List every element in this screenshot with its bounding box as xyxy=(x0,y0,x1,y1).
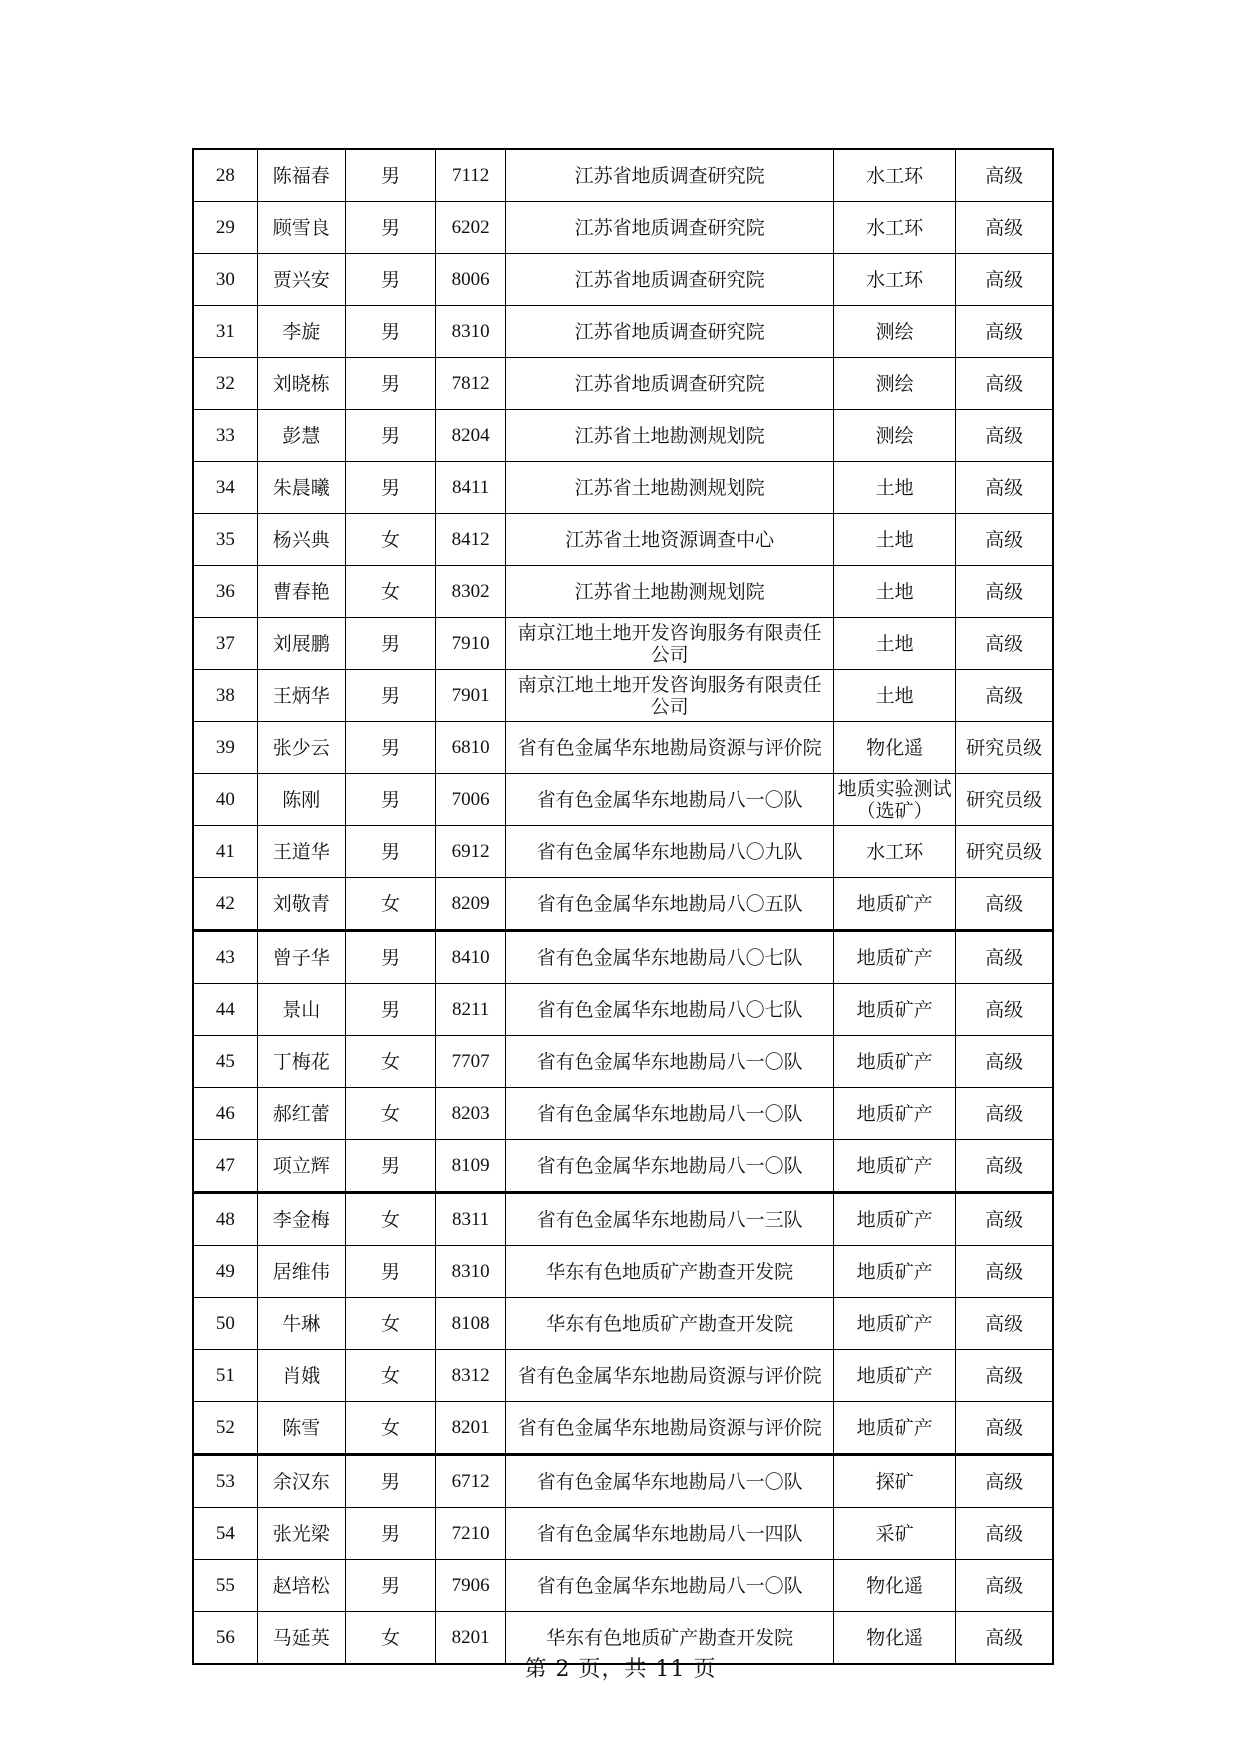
cell-name: 张光梁 xyxy=(257,1508,345,1560)
table-row xyxy=(193,826,1053,878)
cell-row-number: 55 xyxy=(193,1560,257,1612)
cell-gender: 男 xyxy=(345,410,435,462)
cell-name: 居维伟 xyxy=(257,1246,345,1298)
cell-birth-date: 7910 xyxy=(436,618,506,670)
cell-gender: 男 xyxy=(345,254,435,306)
cell-birth-date: 8211 xyxy=(436,984,506,1036)
cell-birth-date: 8201 xyxy=(436,1402,506,1455)
cell-specialty: 土地 xyxy=(833,462,955,514)
cell-specialty: 物化遥 xyxy=(833,1560,955,1612)
cell-birth-date: 7006 xyxy=(436,774,506,826)
cell-organization: 南京江地土地开发咨询服务有限责任公司 xyxy=(506,670,834,722)
cell-title-level: 高级 xyxy=(956,1036,1053,1088)
cell-organization: 省有色金属华东地勘局八一〇队 xyxy=(506,1455,834,1508)
table-row xyxy=(193,1350,1053,1402)
cell-gender: 女 xyxy=(345,878,435,931)
cell-name: 赵培松 xyxy=(257,1560,345,1612)
cell-specialty: 水工环 xyxy=(833,826,955,878)
cell-title-level: 研究员级 xyxy=(956,722,1053,774)
cell-birth-date: 7906 xyxy=(436,1560,506,1612)
table-row xyxy=(193,306,1053,358)
cell-name: 李旋 xyxy=(257,306,345,358)
cell-specialty: 水工环 xyxy=(833,254,955,306)
cell-row-number: 28 xyxy=(193,149,257,202)
cell-specialty: 地质矿产 xyxy=(833,1402,955,1455)
cell-title-level: 高级 xyxy=(956,1088,1053,1140)
cell-title-level: 高级 xyxy=(956,410,1053,462)
cell-name: 张少云 xyxy=(257,722,345,774)
cell-gender: 男 xyxy=(345,149,435,202)
page-footer: 第 2 页，共 11 页 xyxy=(524,1657,717,1682)
cell-specialty: 地质矿产 xyxy=(833,1193,955,1246)
table-row xyxy=(193,618,1053,670)
cell-row-number: 31 xyxy=(193,306,257,358)
table-row xyxy=(193,1036,1053,1088)
cell-specialty: 地质矿产 xyxy=(833,1350,955,1402)
cell-specialty: 测绘 xyxy=(833,410,955,462)
cell-row-number: 44 xyxy=(193,984,257,1036)
table-row xyxy=(193,1402,1053,1455)
cell-name: 贾兴安 xyxy=(257,254,345,306)
cell-row-number: 48 xyxy=(193,1193,257,1246)
cell-birth-date: 8412 xyxy=(436,514,506,566)
cell-name: 顾雪良 xyxy=(257,202,345,254)
cell-row-number: 45 xyxy=(193,1036,257,1088)
cell-birth-date: 8209 xyxy=(436,878,506,931)
cell-row-number: 30 xyxy=(193,254,257,306)
table-row xyxy=(193,670,1053,722)
cell-organization: 江苏省地质调查研究院 xyxy=(506,202,834,254)
cell-title-level: 高级 xyxy=(956,1246,1053,1298)
cell-gender: 女 xyxy=(345,1193,435,1246)
cell-gender: 男 xyxy=(345,826,435,878)
table-row xyxy=(193,410,1053,462)
cell-gender: 男 xyxy=(345,931,435,984)
cell-organization: 江苏省地质调查研究院 xyxy=(506,306,834,358)
cell-title-level: 高级 xyxy=(956,984,1053,1036)
table-row xyxy=(193,774,1053,826)
cell-name: 陈福春 xyxy=(257,149,345,202)
cell-gender: 男 xyxy=(345,774,435,826)
cell-name: 曹春艳 xyxy=(257,566,345,618)
cell-name: 郝红蕾 xyxy=(257,1088,345,1140)
cell-row-number: 35 xyxy=(193,514,257,566)
cell-gender: 女 xyxy=(345,566,435,618)
cell-row-number: 46 xyxy=(193,1088,257,1140)
table-row xyxy=(193,1140,1053,1193)
cell-gender: 男 xyxy=(345,306,435,358)
cell-specialty: 物化遥 xyxy=(833,722,955,774)
cell-organization: 江苏省土地勘测规划院 xyxy=(506,410,834,462)
cell-specialty: 采矿 xyxy=(833,1508,955,1560)
cell-organization: 南京江地土地开发咨询服务有限责任公司 xyxy=(506,618,834,670)
table-row xyxy=(193,984,1053,1036)
cell-row-number: 33 xyxy=(193,410,257,462)
table-row xyxy=(193,149,1053,202)
cell-gender: 女 xyxy=(345,1350,435,1402)
cell-row-number: 53 xyxy=(193,1455,257,1508)
cell-title-level: 研究员级 xyxy=(956,826,1053,878)
cell-organization: 江苏省土地勘测规划院 xyxy=(506,566,834,618)
cell-birth-date: 6810 xyxy=(436,722,506,774)
cell-gender: 男 xyxy=(345,462,435,514)
cell-row-number: 40 xyxy=(193,774,257,826)
table-row xyxy=(193,1088,1053,1140)
cell-name: 牛琳 xyxy=(257,1298,345,1350)
cell-gender: 女 xyxy=(345,1036,435,1088)
cell-specialty: 地质矿产 xyxy=(833,1088,955,1140)
cell-title-level: 高级 xyxy=(956,670,1053,722)
cell-title-level: 高级 xyxy=(956,1455,1053,1508)
cell-organization: 江苏省地质调查研究院 xyxy=(506,358,834,410)
cell-organization: 省有色金属华东地勘局八〇七队 xyxy=(506,931,834,984)
cell-row-number: 52 xyxy=(193,1402,257,1455)
cell-organization: 省有色金属华东地勘局八一〇队 xyxy=(506,1560,834,1612)
cell-gender: 女 xyxy=(345,1088,435,1140)
cell-specialty: 地质矿产 xyxy=(833,1298,955,1350)
cell-organization: 省有色金属华东地勘局资源与评价院 xyxy=(506,722,834,774)
cell-title-level: 高级 xyxy=(956,618,1053,670)
cell-name: 余汉东 xyxy=(257,1455,345,1508)
cell-row-number: 42 xyxy=(193,878,257,931)
cell-title-level: 高级 xyxy=(956,254,1053,306)
cell-organization: 华东有色地质矿产勘查开发院 xyxy=(506,1612,834,1665)
cell-title-level: 高级 xyxy=(956,566,1053,618)
cell-specialty: 土地 xyxy=(833,566,955,618)
cell-gender: 女 xyxy=(345,1612,435,1665)
cell-organization: 省有色金属华东地勘局资源与评价院 xyxy=(506,1402,834,1455)
cell-name: 彭慧 xyxy=(257,410,345,462)
cell-name: 刘晓栋 xyxy=(257,358,345,410)
table-row xyxy=(193,931,1053,984)
cell-birth-date: 8201 xyxy=(436,1612,506,1665)
personnel-table xyxy=(192,148,1054,1665)
cell-specialty: 土地 xyxy=(833,618,955,670)
cell-gender: 男 xyxy=(345,1246,435,1298)
table-row xyxy=(193,1455,1053,1508)
cell-gender: 女 xyxy=(345,1402,435,1455)
cell-birth-date: 8108 xyxy=(436,1298,506,1350)
cell-specialty: 地质实验测试（选矿） xyxy=(833,774,955,826)
cell-row-number: 39 xyxy=(193,722,257,774)
table-row xyxy=(193,1193,1053,1246)
cell-gender: 男 xyxy=(345,202,435,254)
cell-specialty: 水工环 xyxy=(833,202,955,254)
cell-name: 陈雪 xyxy=(257,1402,345,1455)
cell-title-level: 高级 xyxy=(956,1560,1053,1612)
cell-title-level: 高级 xyxy=(956,358,1053,410)
cell-gender: 女 xyxy=(345,1298,435,1350)
cell-organization: 省有色金属华东地勘局八一四队 xyxy=(506,1508,834,1560)
cell-row-number: 32 xyxy=(193,358,257,410)
cell-specialty: 水工环 xyxy=(833,149,955,202)
cell-birth-date: 6712 xyxy=(436,1455,506,1508)
cell-name: 丁梅花 xyxy=(257,1036,345,1088)
cell-birth-date: 8411 xyxy=(436,462,506,514)
cell-organization: 省有色金属华东地勘局资源与评价院 xyxy=(506,1350,834,1402)
cell-specialty: 土地 xyxy=(833,670,955,722)
cell-gender: 男 xyxy=(345,1455,435,1508)
cell-birth-date: 8204 xyxy=(436,410,506,462)
cell-specialty: 探矿 xyxy=(833,1455,955,1508)
table-row xyxy=(193,1298,1053,1350)
cell-title-level: 研究员级 xyxy=(956,774,1053,826)
cell-gender: 男 xyxy=(345,1560,435,1612)
cell-organization: 江苏省地质调查研究院 xyxy=(506,254,834,306)
cell-title-level: 高级 xyxy=(956,514,1053,566)
cell-birth-date: 8410 xyxy=(436,931,506,984)
cell-row-number: 50 xyxy=(193,1298,257,1350)
cell-organization: 省有色金属华东地勘局八〇五队 xyxy=(506,878,834,931)
cell-birth-date: 8310 xyxy=(436,306,506,358)
cell-birth-date: 7210 xyxy=(436,1508,506,1560)
cell-gender: 男 xyxy=(345,358,435,410)
cell-gender: 男 xyxy=(345,722,435,774)
cell-gender: 男 xyxy=(345,1508,435,1560)
cell-title-level: 高级 xyxy=(956,202,1053,254)
cell-birth-date: 8109 xyxy=(436,1140,506,1193)
cell-row-number: 47 xyxy=(193,1140,257,1193)
cell-organization: 江苏省土地资源调查中心 xyxy=(506,514,834,566)
cell-organization: 华东有色地质矿产勘查开发院 xyxy=(506,1298,834,1350)
cell-title-level: 高级 xyxy=(956,1140,1053,1193)
cell-birth-date: 8310 xyxy=(436,1246,506,1298)
cell-specialty: 地质矿产 xyxy=(833,878,955,931)
cell-birth-date: 7812 xyxy=(436,358,506,410)
cell-birth-date: 8312 xyxy=(436,1350,506,1402)
cell-name: 杨兴典 xyxy=(257,514,345,566)
cell-birth-date: 8302 xyxy=(436,566,506,618)
cell-organization: 省有色金属华东地勘局八一〇队 xyxy=(506,1140,834,1193)
table-row xyxy=(193,358,1053,410)
cell-name: 曾子华 xyxy=(257,931,345,984)
cell-birth-date: 8203 xyxy=(436,1088,506,1140)
cell-name: 李金梅 xyxy=(257,1193,345,1246)
cell-specialty: 地质矿产 xyxy=(833,1246,955,1298)
cell-name: 肖娥 xyxy=(257,1350,345,1402)
cell-name: 朱晨曦 xyxy=(257,462,345,514)
cell-name: 马延英 xyxy=(257,1612,345,1665)
table-row xyxy=(193,1560,1053,1612)
cell-birth-date: 7707 xyxy=(436,1036,506,1088)
cell-title-level: 高级 xyxy=(956,1350,1053,1402)
cell-specialty: 地质矿产 xyxy=(833,1036,955,1088)
cell-gender: 男 xyxy=(345,670,435,722)
table-row xyxy=(193,1246,1053,1298)
cell-birth-date: 8311 xyxy=(436,1193,506,1246)
cell-title-level: 高级 xyxy=(956,1612,1053,1665)
cell-gender: 男 xyxy=(345,1140,435,1193)
cell-gender: 女 xyxy=(345,514,435,566)
cell-organization: 江苏省土地勘测规划院 xyxy=(506,462,834,514)
table-row xyxy=(193,878,1053,931)
cell-specialty: 土地 xyxy=(833,514,955,566)
table-row xyxy=(193,254,1053,306)
cell-specialty: 测绘 xyxy=(833,358,955,410)
cell-organization: 华东有色地质矿产勘查开发院 xyxy=(506,1246,834,1298)
cell-row-number: 29 xyxy=(193,202,257,254)
cell-gender: 男 xyxy=(345,618,435,670)
table-row xyxy=(193,462,1053,514)
cell-row-number: 54 xyxy=(193,1508,257,1560)
cell-specialty: 地质矿产 xyxy=(833,931,955,984)
table-row xyxy=(193,1508,1053,1560)
cell-birth-date: 7112 xyxy=(436,149,506,202)
cell-specialty: 测绘 xyxy=(833,306,955,358)
cell-row-number: 41 xyxy=(193,826,257,878)
cell-title-level: 高级 xyxy=(956,1193,1053,1246)
cell-row-number: 37 xyxy=(193,618,257,670)
cell-title-level: 高级 xyxy=(956,931,1053,984)
cell-name: 刘敬青 xyxy=(257,878,345,931)
cell-row-number: 43 xyxy=(193,931,257,984)
cell-title-level: 高级 xyxy=(956,1508,1053,1560)
cell-title-level: 高级 xyxy=(956,1298,1053,1350)
table-row xyxy=(193,566,1053,618)
cell-row-number: 36 xyxy=(193,566,257,618)
cell-birth-date: 8006 xyxy=(436,254,506,306)
cell-organization: 省有色金属华东地勘局八〇七队 xyxy=(506,984,834,1036)
cell-specialty: 地质矿产 xyxy=(833,984,955,1036)
cell-name: 王炳华 xyxy=(257,670,345,722)
cell-specialty: 物化遥 xyxy=(833,1612,955,1665)
cell-birth-date: 6912 xyxy=(436,826,506,878)
cell-specialty: 地质矿产 xyxy=(833,1140,955,1193)
cell-organization: 省有色金属华东地勘局八一三队 xyxy=(506,1193,834,1246)
cell-organization: 省有色金属华东地勘局八〇九队 xyxy=(506,826,834,878)
cell-birth-date: 6202 xyxy=(436,202,506,254)
cell-row-number: 51 xyxy=(193,1350,257,1402)
cell-organization: 江苏省地质调查研究院 xyxy=(506,149,834,202)
cell-title-level: 高级 xyxy=(956,1402,1053,1455)
cell-organization: 省有色金属华东地勘局八一〇队 xyxy=(506,1088,834,1140)
cell-row-number: 38 xyxy=(193,670,257,722)
table-row xyxy=(193,202,1053,254)
cell-gender: 男 xyxy=(345,984,435,1036)
table-body xyxy=(193,149,1053,1664)
cell-name: 王道华 xyxy=(257,826,345,878)
table-row xyxy=(193,722,1053,774)
cell-row-number: 34 xyxy=(193,462,257,514)
cell-name: 陈刚 xyxy=(257,774,345,826)
cell-title-level: 高级 xyxy=(956,306,1053,358)
table-row xyxy=(193,514,1053,566)
cell-name: 景山 xyxy=(257,984,345,1036)
cell-row-number: 56 xyxy=(193,1612,257,1665)
cell-title-level: 高级 xyxy=(956,149,1053,202)
cell-name: 项立辉 xyxy=(257,1140,345,1193)
cell-title-level: 高级 xyxy=(956,878,1053,931)
cell-row-number: 49 xyxy=(193,1246,257,1298)
cell-name: 刘展鹏 xyxy=(257,618,345,670)
cell-birth-date: 7901 xyxy=(436,670,506,722)
cell-organization: 省有色金属华东地勘局八一〇队 xyxy=(506,1036,834,1088)
cell-title-level: 高级 xyxy=(956,462,1053,514)
cell-organization: 省有色金属华东地勘局八一〇队 xyxy=(506,774,834,826)
